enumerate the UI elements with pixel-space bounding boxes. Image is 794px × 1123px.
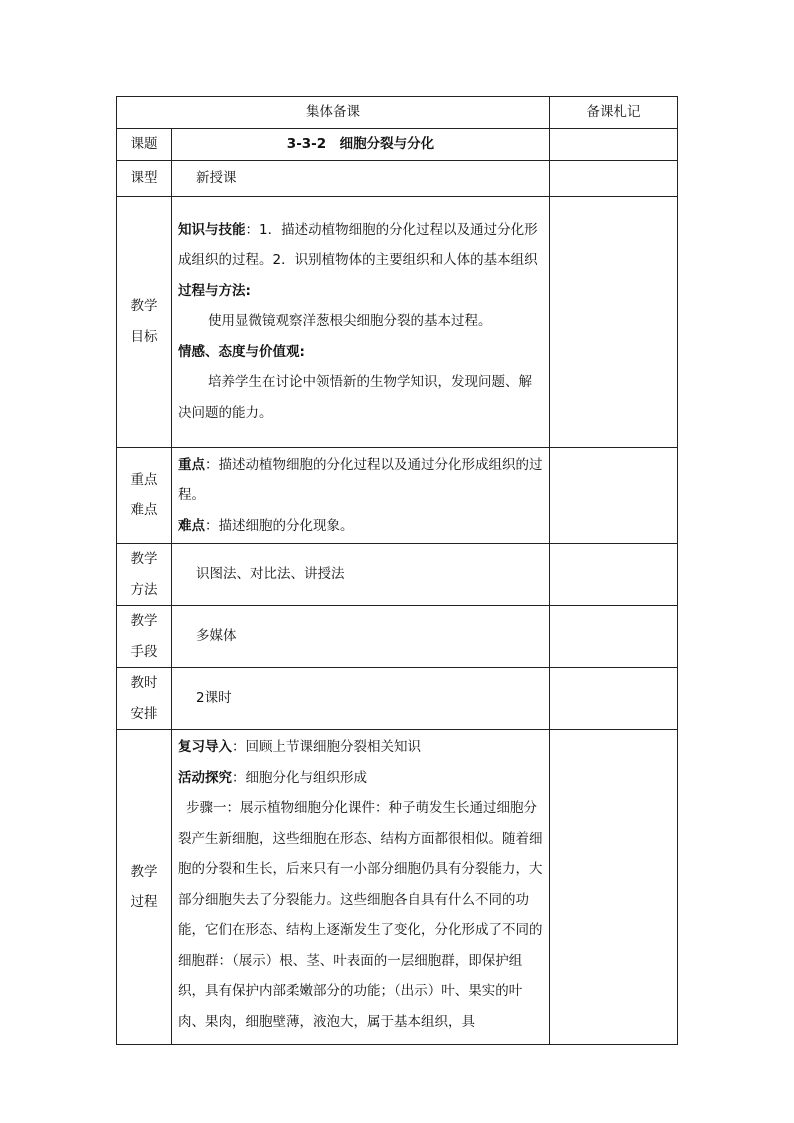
- difficult-point-paragraph: [178, 511, 543, 542]
- means-label-line2: 手段: [130, 643, 158, 660]
- lesson-type-label: 课型: [117, 160, 172, 196]
- process-label-line2: 过程: [130, 894, 158, 910]
- header-row: [117, 97, 678, 129]
- process-content: [172, 730, 550, 1045]
- lesson-type-row: [117, 160, 678, 196]
- objectives-notes-cell: [550, 196, 678, 447]
- schedule-label: [117, 668, 172, 730]
- process-label: [117, 730, 172, 1045]
- header-main: 集体备课: [117, 97, 550, 129]
- objectives-content: [172, 196, 550, 447]
- topic-row: [117, 128, 678, 160]
- method-label: [117, 544, 172, 606]
- method-label-line1: 教学: [130, 551, 158, 567]
- method-value: 识图法、对比法、讲授法: [172, 544, 550, 606]
- key-points-label: [117, 447, 172, 544]
- objectives-row: [117, 196, 678, 447]
- knowledge-text: ：1．描述动植物细胞的分化过程以及通过分化形成组织的过程。2．识别植物体的主要组织和人体的基本组织: [178, 221, 538, 269]
- schedule-label-line1: 教时: [130, 675, 158, 691]
- review-paragraph: [178, 732, 543, 763]
- topic-notes-cell: [550, 128, 678, 160]
- objectives-label-line1: 教学: [130, 298, 158, 314]
- activity-paragraph: [178, 763, 543, 794]
- key-points-label-line1: 重点: [130, 471, 158, 488]
- schedule-label-line2: 安排: [130, 705, 158, 722]
- schedule-value: 2课时: [172, 668, 550, 730]
- means-value: 多媒体: [172, 606, 550, 668]
- topic-label: 课题: [117, 128, 172, 160]
- means-row: [117, 606, 678, 668]
- objectives-label-line2: 目标: [130, 328, 158, 345]
- means-notes-cell: [550, 606, 678, 668]
- lesson-plan-table: [116, 96, 678, 1045]
- method-notes-cell: [550, 544, 678, 606]
- lesson-type-value: 新授课: [172, 160, 550, 196]
- process-row: [117, 730, 678, 1045]
- objectives-label: [117, 196, 172, 447]
- key-point-title: 重点: [178, 456, 205, 473]
- difficult-point-title: 难点: [178, 517, 205, 534]
- process-label-line1: 教学: [130, 863, 158, 880]
- review-text: ：回顾上节课细胞分裂相关知识: [232, 739, 421, 755]
- review-title: 复习导入: [178, 739, 232, 755]
- process-method-text: 使用显微镜观察洋葱根尖细胞分裂的基本过程。: [208, 313, 492, 330]
- key-point-paragraph: [178, 450, 543, 511]
- activity-text: ：细胞分化与组织形成: [232, 769, 367, 786]
- means-label-line1: 教学: [130, 613, 158, 629]
- key-points-notes-cell: [550, 447, 678, 544]
- header-notes: 备课札记: [550, 97, 678, 129]
- emotion-text: 培养学生在讨论中领悟新的生物学知识，发现问题、解决问题的能力。: [178, 374, 532, 421]
- process-notes-cell: [550, 730, 678, 1045]
- knowledge-paragraph: [178, 215, 543, 276]
- lesson-type-notes-cell: [550, 160, 678, 196]
- key-point-text: ：描述动植物细胞的分化过程以及通过分化形成组织的过程。: [178, 456, 543, 503]
- topic-value: 3-3-2 细胞分裂与分化: [172, 128, 550, 160]
- method-row: [117, 544, 678, 606]
- schedule-notes-cell: [550, 668, 678, 730]
- method-label-line2: 方法: [130, 581, 158, 598]
- key-points-row: [117, 447, 678, 544]
- process-content-clip: [178, 732, 543, 1033]
- difficult-point-text: ：描述细胞的分化现象。: [205, 517, 354, 534]
- key-points-content: [172, 447, 550, 544]
- means-label: [117, 606, 172, 668]
- schedule-row: [117, 668, 678, 730]
- step1-paragraph: 步骤一：展示植物细胞分化课件：种子萌发生长通过细胞分裂产生新细胞，这些细胞在形态、结构方面都很相似。随着细胞的分裂和生长，后来只有一小部分细胞仍具有分裂能力，大部分细胞失去了分裂能力。这些细胞各自具有什么不同的功能，它们在形态、结构上逐渐发生了变化，分化形成了不同的细胞群：（展示）根、茎、叶表面的一层细胞群，即保护组织，具有保护内部柔嫩部分的功能；（出示）叶、果实的叶肉、果肉，细胞壁薄，液泡大，属于基本组织，具: [178, 800, 543, 1030]
- activity-title: 活动探究: [178, 769, 232, 786]
- process-method-title: 过程与方法:: [178, 282, 251, 299]
- emotion-title: 情感、态度与价值观:: [178, 343, 305, 360]
- key-points-label-line2: 难点: [130, 502, 158, 519]
- knowledge-title: 知识与技能: [178, 221, 246, 238]
